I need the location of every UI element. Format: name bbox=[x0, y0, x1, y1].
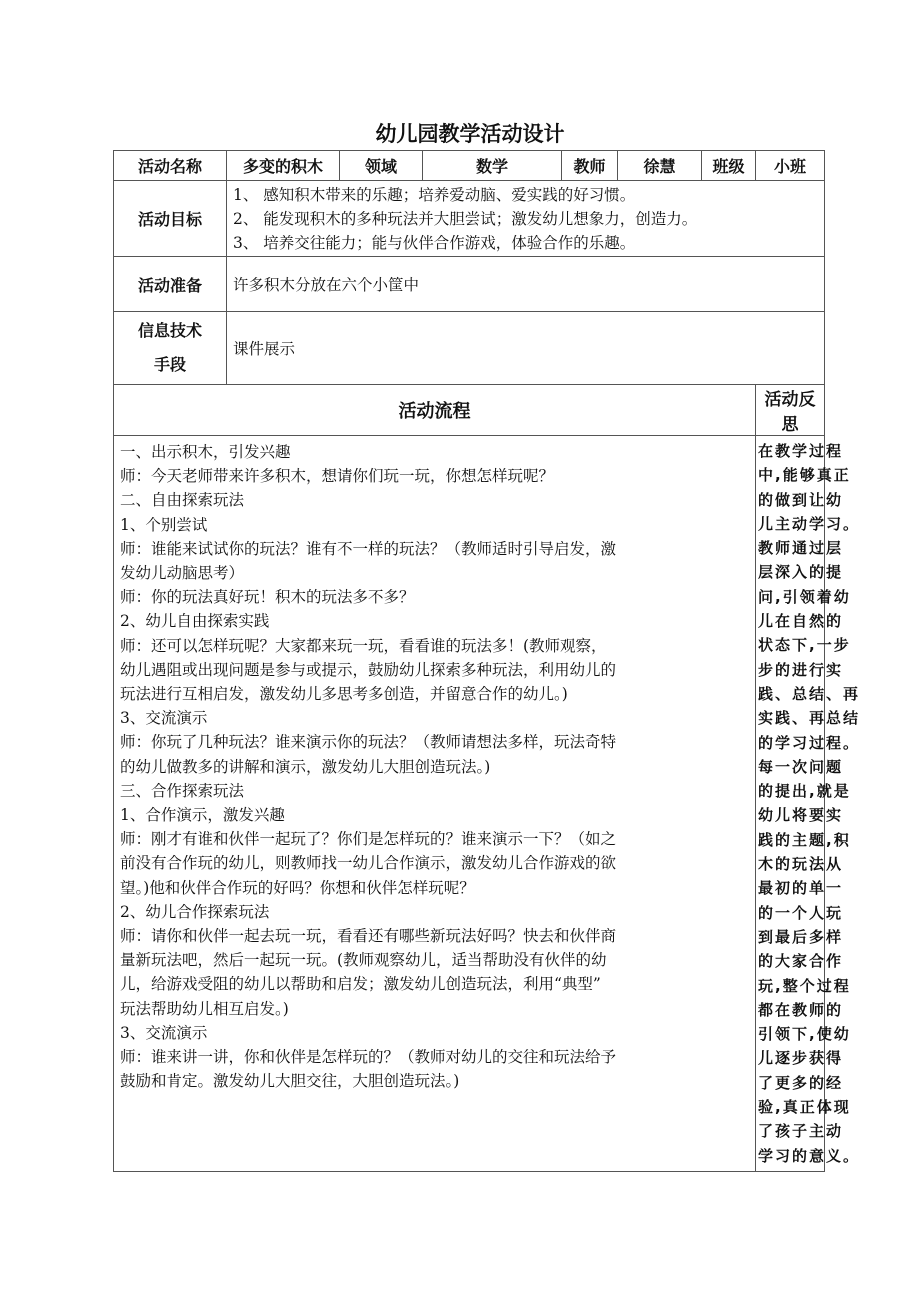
flow-line: 师：今天老师带来许多积木，想请你们玩一玩，你想怎样玩呢？ bbox=[120, 467, 555, 486]
tech-value: 课件展示 bbox=[227, 312, 825, 385]
flow-line: 师：请你和伙伴一起去玩一玩，看看还有哪些新玩法好吗？快去和伙伴商 bbox=[120, 927, 617, 946]
flow-body-row bbox=[114, 436, 825, 1172]
activity-name-value: 多变的积木 bbox=[227, 151, 340, 181]
flow-line: 儿，给游戏受阻的幼儿以帮助和启发；激发幼儿创造玩法，利用“典型” bbox=[120, 975, 601, 994]
prep-value: 许多积木分放在六个小筐中 bbox=[227, 257, 825, 312]
flow-line: 3、交流演示 bbox=[120, 1023, 208, 1042]
prep-row bbox=[114, 257, 825, 312]
flow-line: 师：谁来讲一讲，你和伙伴是怎样玩的？（教师对幼儿的交往和玩法给予 bbox=[120, 1048, 617, 1067]
flow-line: 师：你的玩法真好玩！积木的玩法多不多？ bbox=[120, 588, 415, 607]
goal-item: 2、 能发现积木的多种玩法并大胆尝试；激发幼儿想象力，创造力。 bbox=[233, 209, 698, 228]
flow-header-row bbox=[114, 385, 825, 436]
flow-line: 的幼儿做教多的讲解和演示，激发幼儿大胆创造玩法。) bbox=[120, 757, 491, 776]
flow-line: 量新玩法吧，然后一起玩一玩。(教师观察幼儿，适当帮助没有伙伴的幼 bbox=[120, 951, 607, 970]
flow-line: 发幼儿动脑思考） bbox=[120, 564, 245, 583]
flow-line: 2、幼儿自由探索实践 bbox=[120, 612, 270, 631]
reflection-line: 问,引领着幼 bbox=[758, 587, 851, 606]
reflection-line: 玩,整个过程 bbox=[758, 976, 851, 995]
reflection-line: 幼儿将要实 bbox=[758, 806, 844, 825]
goal-item: 3、 培养交往能力；能与伙伴合作游戏，体验合作的乐趣。 bbox=[233, 233, 636, 252]
reflection-line: 到最后多样 bbox=[758, 927, 844, 946]
flow-line: 2、幼儿合作探索玩法 bbox=[120, 902, 270, 921]
reflection-line: 最初的单一 bbox=[758, 879, 844, 898]
class-label: 班级 bbox=[702, 151, 756, 181]
flow-line: 幼儿遇阻或出现问题是参与或提示，鼓励幼儿探索多种玩法，利用幼儿的 bbox=[120, 660, 617, 679]
flow-line: 3、交流演示 bbox=[120, 709, 208, 728]
reflection-header: 活动反思 bbox=[756, 385, 825, 436]
flow-line: 望。)他和伙伴合作玩的好吗？你想和伙伴怎样玩呢？ bbox=[120, 878, 475, 897]
reflection-line: 验,真正体现 bbox=[758, 1098, 851, 1117]
teacher-value: 徐慧 bbox=[618, 151, 702, 181]
goals-label: 活动目标 bbox=[114, 181, 227, 257]
flow-line: 三、合作探索玩法 bbox=[120, 781, 245, 800]
reflection-line: 的学习过程。 bbox=[758, 733, 861, 752]
flow-header: 活动流程 bbox=[114, 385, 756, 436]
flow-line: 玩法帮助幼儿相互启发。) bbox=[120, 999, 289, 1018]
document-title: 幼儿园教学活动设计 bbox=[375, 122, 565, 146]
reflection-line: 教师通过层 bbox=[758, 539, 844, 558]
flow-line: 师：还可以怎样玩呢？大家都来玩一玩，看看谁的玩法多！(教师观察， bbox=[120, 636, 607, 655]
reflection-content bbox=[756, 436, 861, 1172]
flow-line: 鼓励和肯定。激发幼儿大胆交往，大胆创造玩法。) bbox=[120, 1072, 460, 1091]
tech-row bbox=[114, 312, 825, 385]
tech-label bbox=[114, 312, 227, 385]
reflection-line: 在教学过程 bbox=[758, 442, 844, 460]
reflection-line: 儿在自然的 bbox=[758, 612, 844, 631]
field-value: 数学 bbox=[423, 151, 562, 181]
activity-design-table bbox=[113, 150, 861, 1172]
reflection-line: 都在教师的 bbox=[758, 1000, 844, 1019]
reflection-line: 木的玩法从 bbox=[758, 855, 844, 874]
reflection-line: 践的主题,积 bbox=[758, 830, 851, 849]
goal-item: 1、 感知积木带来的乐趣；培养爱动脑、爱实践的好习惯。 bbox=[233, 185, 636, 204]
flow-line: 一、出示积木，引发兴趣 bbox=[120, 443, 291, 461]
flow-line: 师：你玩了几种玩法？谁来演示你的玩法？（教师请想法多样，玩法奇特 bbox=[120, 733, 617, 752]
class-value: 小班 bbox=[756, 151, 825, 181]
reflection-line: 的做到让幼 bbox=[758, 490, 844, 509]
tech-label-line: 手段 bbox=[153, 355, 186, 374]
reflection-line: 的提出,就是 bbox=[758, 782, 851, 801]
reflection-line: 中,能够真正 bbox=[758, 466, 851, 485]
flow-line: 前没有合作玩的幼儿，则教师找一幼儿合作演示，激发幼儿合作游戏的欲 bbox=[120, 854, 617, 873]
flow-content bbox=[114, 436, 756, 1172]
reflection-line: 引领下,使幼 bbox=[758, 1025, 851, 1044]
goals-row bbox=[114, 181, 825, 257]
tech-label-line: 信息技术 bbox=[137, 321, 202, 340]
flow-line: 二、自由探索玩法 bbox=[120, 491, 245, 510]
reflection-line: 的大家合作 bbox=[758, 952, 844, 971]
reflection-line: 践、总结、再 bbox=[758, 684, 861, 703]
activity-name-label: 活动名称 bbox=[114, 151, 227, 181]
prep-label: 活动准备 bbox=[114, 257, 227, 312]
teacher-label: 教师 bbox=[562, 151, 618, 181]
reflection-line: 的一个人玩 bbox=[758, 903, 844, 922]
reflection-line: 实践、再总结 bbox=[758, 709, 861, 728]
reflection-line: 儿主动学习。 bbox=[758, 514, 861, 533]
reflection-line: 了孩子主动 bbox=[758, 1122, 844, 1141]
reflection-line: 儿逐步获得 bbox=[758, 1049, 844, 1068]
flow-line: 玩法进行互相启发，激发幼儿多思考多创造，并留意合作的幼儿。) bbox=[120, 685, 568, 704]
reflection-line: 学习的意义。 bbox=[758, 1146, 861, 1165]
info-row bbox=[114, 151, 825, 181]
flow-line: 1、合作演示，激发兴趣 bbox=[120, 806, 285, 825]
flow-line: 师：刚才有谁和伙伴一起玩了？你们是怎样玩的？谁来演示一下？（如之 bbox=[120, 830, 617, 849]
reflection-line: 步的进行实 bbox=[758, 660, 844, 679]
flow-line: 师：谁能来试试你的玩法？谁有不一样的玩法？（教师适时引导启发，激 bbox=[120, 539, 617, 558]
reflection-line: 每一次问题 bbox=[758, 757, 844, 776]
reflection-line: 状态下,一步 bbox=[758, 636, 851, 655]
field-label: 领域 bbox=[340, 151, 423, 181]
flow-line: 1、个别尝试 bbox=[120, 515, 208, 534]
reflection-line: 层深入的提 bbox=[758, 563, 844, 582]
reflection-line: 了更多的经 bbox=[758, 1073, 844, 1092]
goals-list bbox=[227, 181, 825, 257]
